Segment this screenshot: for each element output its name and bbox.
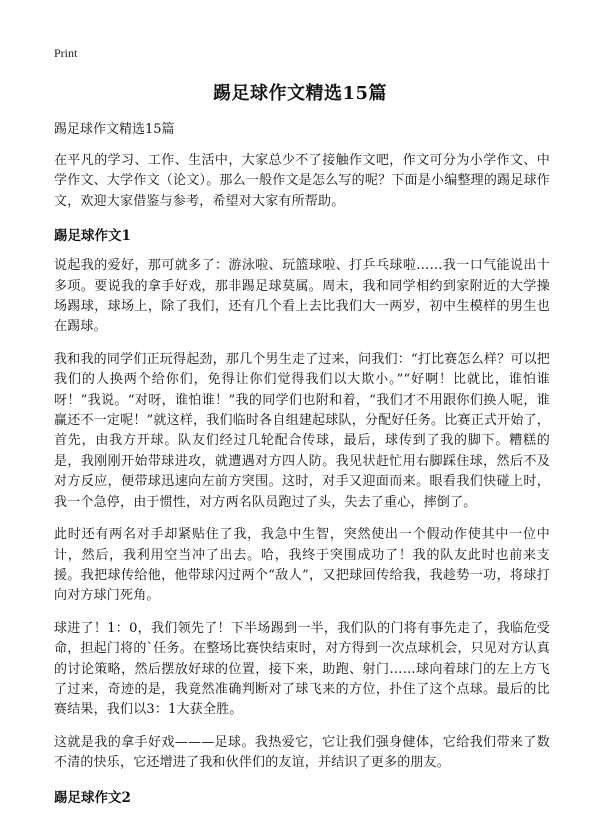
document-body	[54, 120, 550, 818]
section-1-paragraph-4: 球进了！1：0，我们领先了！下半场踢到一半，我们队的门将有事先走了，我临危受命，担起门将的`任务。在整场比赛快结束时，对方得到一次点球机会，只见对方认真的讨论策略，然后摆放好球的位置，接下来，助跑、射门……球向着球门的左上方飞了过来，奇迹的是，我竟然准确判断对了球飞来的方位，扑住了这个点球。最后的比赛结果，我们以3：1大获全胜。	[54, 620, 550, 718]
section-1-paragraph-1: 说起我的爱好，那可就多了：游泳啦、玩篮球啦、打乒乓球啦……我一口气能说出十多项。要说我的拿手好戏，那非踢足球莫属。周末，我和同学相约到家附近的大学操场踢球，球场上，除了我们，还有几个看上去比我们大一两岁，初中生模样的男生也在踢球。	[54, 258, 550, 335]
section-1-paragraph-2: 我和我的同学们正玩得起劲，那几个男生走了过来，问我们：“打比赛怎么样？可以把我们的人换两个给你们，免得让你们觉得我们以大欺小。”“好啊！比就比，谁怕谁呀！”我说。“对呀，谁怕谁！”我的同学们也附和着，“我们才不用跟你们换人呢，谁赢还不一定呢！”就这样，我们临时各自组建起球队，分配好任务。比赛正式开始了，首先，由我方开球。队友们经过几轮配合传球，最后，球传到了我的脚下。糟糕的是，我刚刚开始带球进攻，就遭遇对方四人防。我见状赶忙用右脚踩住球，然后不及对方反应，便带球迅速向左前方突围。这时，对手又迎面而来。眼看我们快碰上时，我一个急停，由于惯性，对方两名队员跑过了头，失去了重心，摔倒了。	[54, 351, 550, 510]
section-heading-1: 踢足球作文1	[54, 228, 131, 245]
document-subtitle: 踢足球作文精选15篇	[54, 122, 175, 137]
section-1-paragraph-3: 此时还有两名对手却紧贴住了我，我急中生智，突然使出一个假动作使其中一位中计，然后，我利用空当冲了出去。哈，我终于突围成功了！我的队友此时也前来支援。我把球传给他，他带球闪过两个“敌人”，又把球回传给我，我趁势一功，将球打向对方球门死角。	[54, 527, 550, 604]
section-heading-2: 踢足球作文2	[54, 789, 131, 806]
intro-paragraph: 在平凡的学习、工作、生活中，大家总少不了接触作文吧，作文可分为小学作文、中学作文、大学作文（论文）。那么一般作文是怎么写的呢？下面是小编整理的踢足球作文，欢迎大家借鉴与参考，希望对大家有所帮助。	[54, 153, 550, 209]
document-title: 踢足球作文精选15篇	[212, 83, 388, 104]
print-label: Print	[54, 46, 78, 60]
section-1-paragraph-5: 这就是我的拿手好戏———足球。我热爱它，它让我们强身健体，它给我们带来了数不清的快乐，它还增进了我和伙伴们的友谊，并结识了更多的朋友。	[54, 734, 550, 771]
